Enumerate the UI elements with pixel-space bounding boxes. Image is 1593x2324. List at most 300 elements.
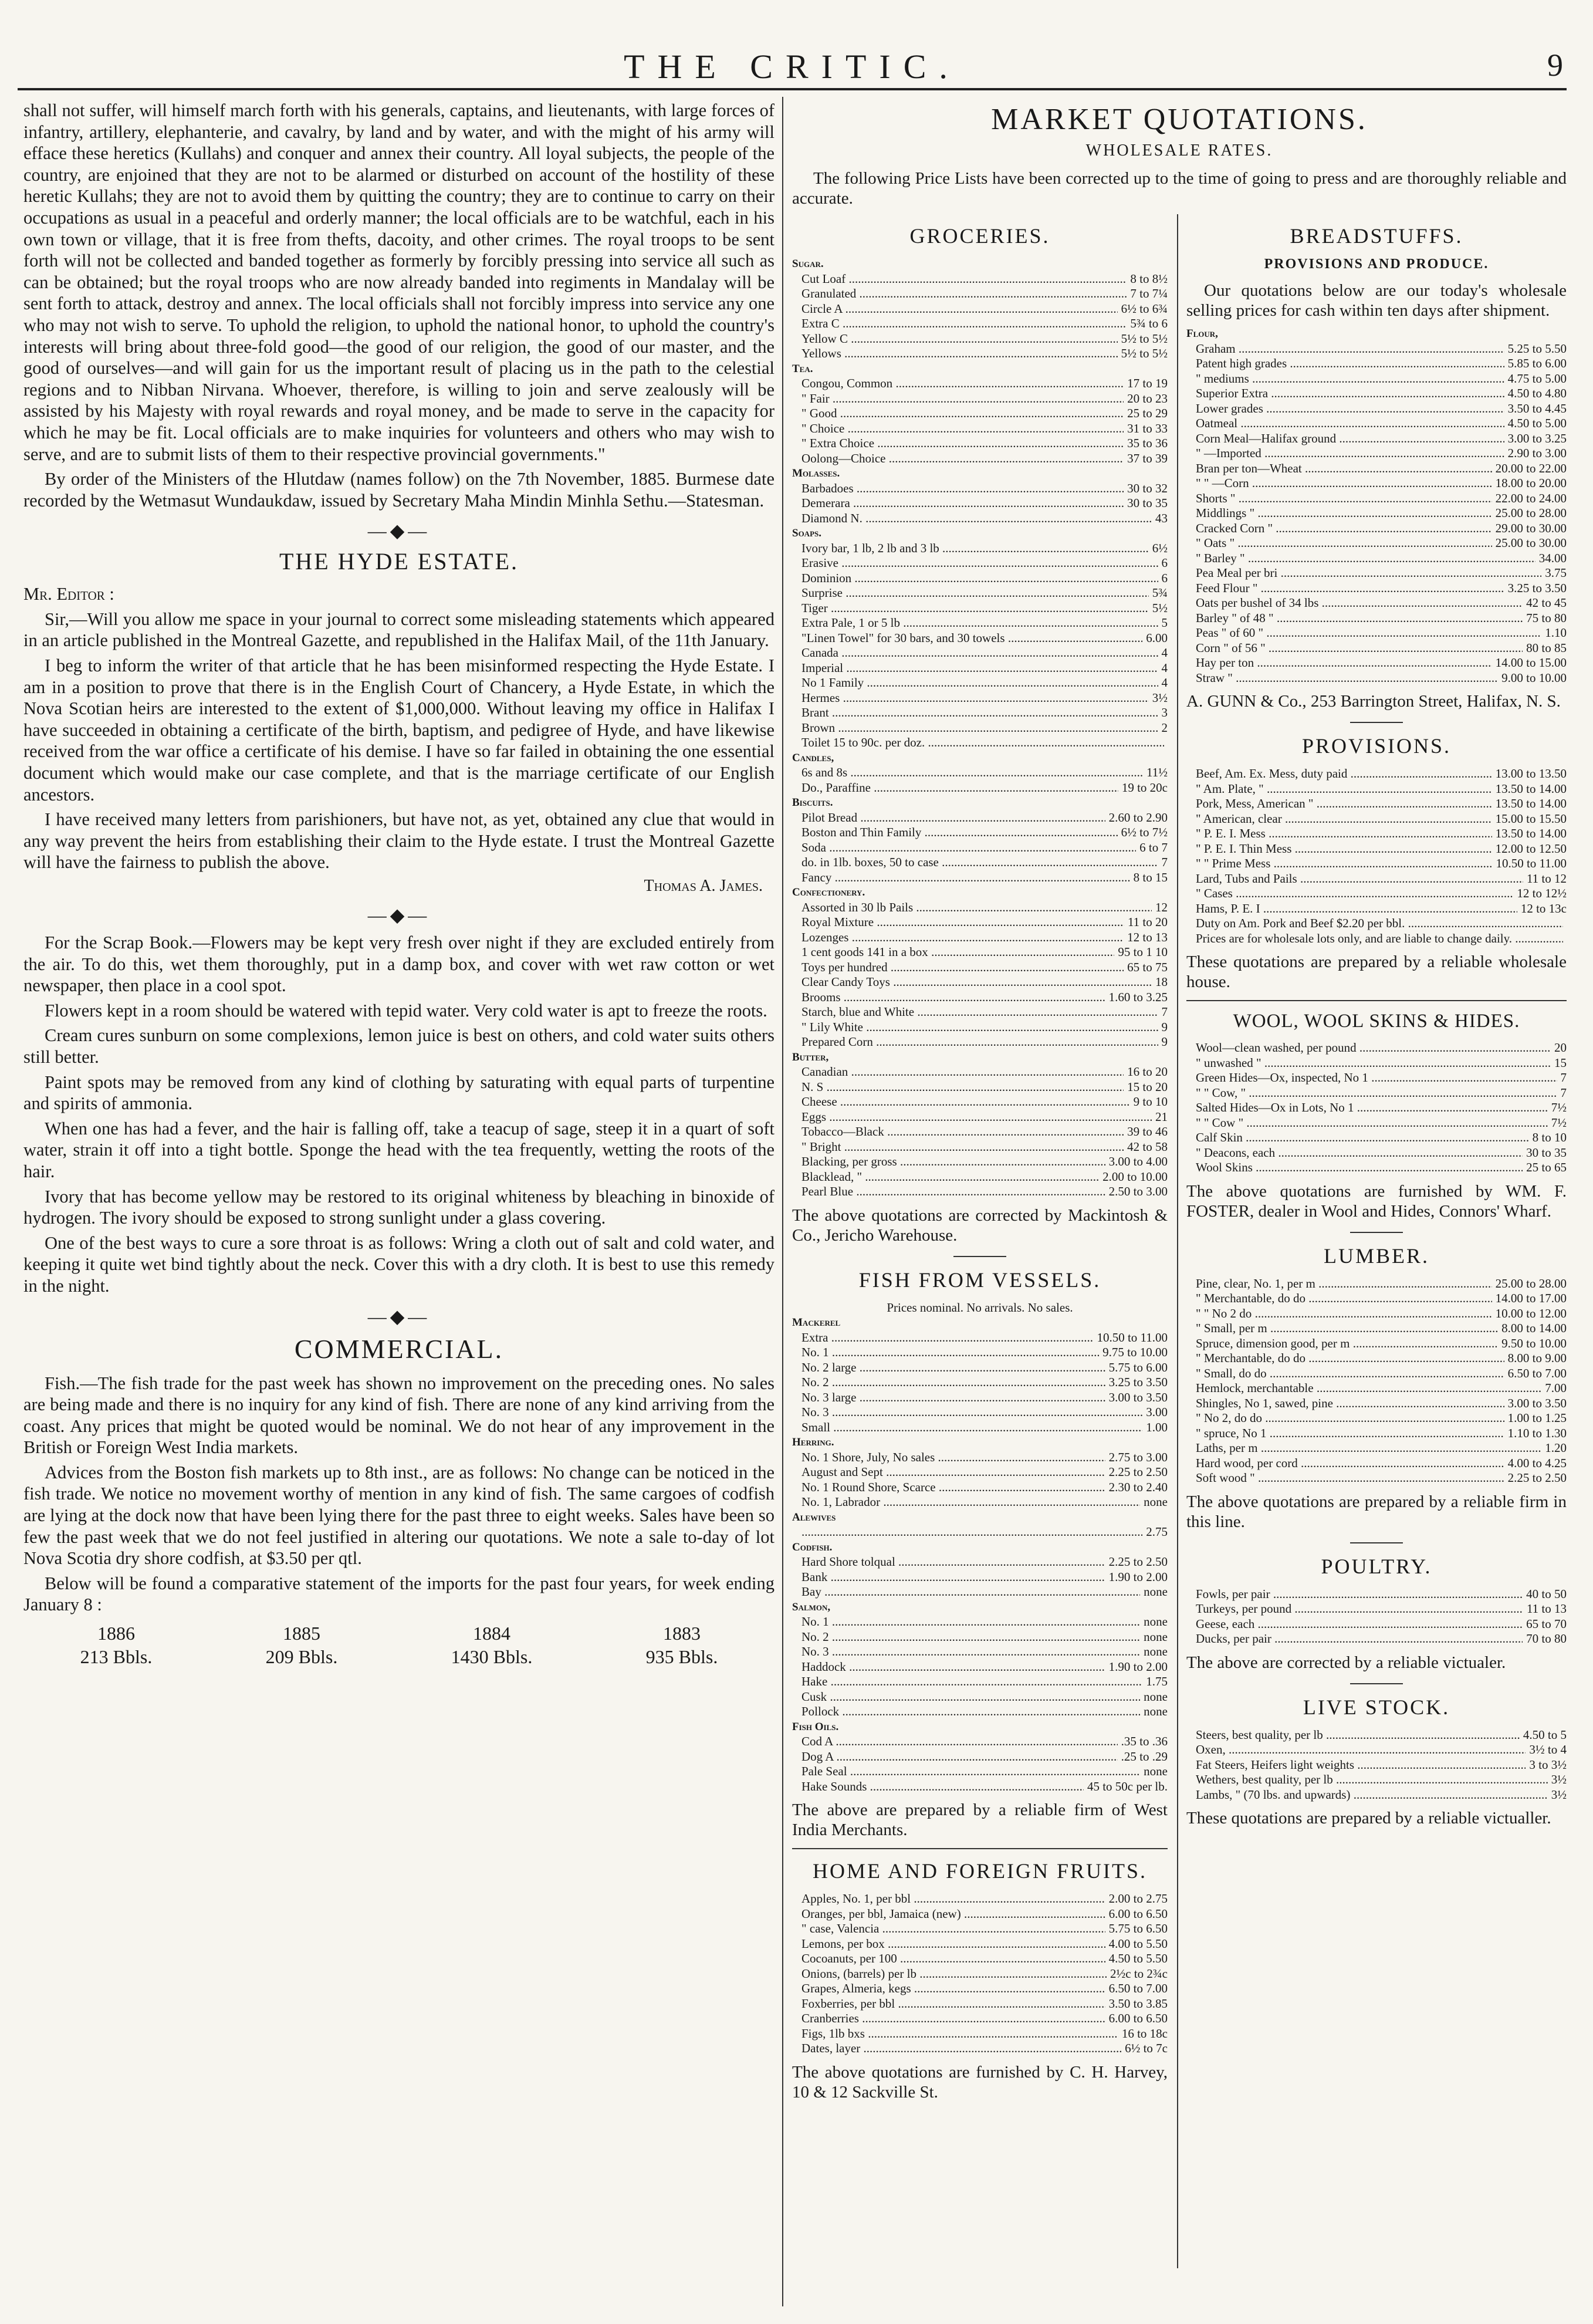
price-row bbox=[792, 1360, 1168, 1376]
commercial-section bbox=[23, 1333, 774, 1669]
price-row bbox=[1186, 461, 1567, 477]
price-row bbox=[792, 1095, 1168, 1110]
item-name: Barbadoes ..... bbox=[801, 481, 1124, 496]
item-name: 1 cent goods 141 in a box ..... bbox=[801, 945, 1114, 960]
item-price: 15 bbox=[1554, 1055, 1567, 1070]
paragraph: Flowers kept in a room should be watered with tepid water. Very cold water is apt to freeze the roots. bbox=[45, 1000, 767, 1021]
article-heading: THE HYDE ESTATE. bbox=[279, 548, 519, 575]
price-row bbox=[1186, 491, 1567, 506]
price-row bbox=[792, 1345, 1168, 1360]
item-price: none bbox=[1144, 1495, 1168, 1509]
item-name: Brant ..... bbox=[801, 705, 1158, 721]
paragraph: Below will be found a comparative statement of the imports for the past four years, for week ending January 8 : bbox=[23, 1573, 774, 1615]
price-row bbox=[1186, 476, 1567, 491]
item-price: 34.00 bbox=[1538, 550, 1567, 565]
price-row bbox=[792, 376, 1168, 391]
item-price: 80 to 85 bbox=[1526, 640, 1567, 655]
price-row bbox=[792, 1749, 1168, 1765]
item-name: Tobacco—Black ..... bbox=[801, 1124, 1124, 1140]
item-name: " " —Corn ..... bbox=[1196, 476, 1492, 491]
section-footer: The above are corrected by a reliable victualer. bbox=[1186, 1653, 1506, 1672]
price-row bbox=[792, 1375, 1168, 1390]
price-row bbox=[792, 1450, 1168, 1465]
imports-cell: 1886 213 Bbls. bbox=[80, 1623, 153, 1668]
burmese-proclamation bbox=[23, 100, 774, 511]
item-price: 20 bbox=[1554, 1041, 1567, 1055]
price-row bbox=[792, 1390, 1168, 1406]
category-label: Salmon, bbox=[792, 1600, 831, 1613]
price-row bbox=[792, 316, 1168, 332]
item-name: Fat Steers, Heifers light weights ..... bbox=[1196, 1758, 1526, 1773]
category-label: Mackerel bbox=[792, 1316, 841, 1329]
price-row bbox=[792, 496, 1168, 511]
item-price: 13.50 to 14.00 bbox=[1495, 826, 1567, 840]
item-price: none bbox=[1144, 1764, 1168, 1778]
item-price: 22.00 to 24.00 bbox=[1495, 491, 1567, 505]
item-name: Cocoanuts, per 100 ..... bbox=[801, 1951, 1105, 1967]
item-name: No. 3 large ..... bbox=[801, 1390, 1105, 1406]
section-footer: The above quotations are furnished by WM. F. FOSTER, dealer in Wool and Hides, Connors' Wharf. bbox=[1186, 1181, 1567, 1221]
price-row bbox=[792, 1465, 1168, 1480]
wool-price-list bbox=[1186, 1041, 1567, 1175]
price-row bbox=[792, 1764, 1168, 1779]
section-footer: These quotations are prepared by a reliable wholesale house. bbox=[1186, 952, 1567, 991]
item-price: 12 bbox=[1155, 900, 1168, 914]
price-row bbox=[792, 421, 1168, 437]
price-row bbox=[1186, 872, 1567, 887]
item-name: do. in 1lb. boxes, 50 to case ..... bbox=[801, 855, 1158, 870]
paragraph: By order of the Ministers of the Hlutdaw (names follow) on the 7th November, 1885. Burmese date recorded by the Wetmasut Wundaukdaw, issued by Secretary Maha Mindin Minhla Sethu.—Statesman. bbox=[23, 469, 774, 511]
market-left-subcolumn bbox=[792, 214, 1168, 2108]
price-row bbox=[1186, 1130, 1567, 1146]
item-name: Calf Skin ..... bbox=[1196, 1130, 1529, 1146]
item-name: " Good ..... bbox=[801, 406, 1124, 421]
item-price: 95 to 1 10 bbox=[1118, 945, 1168, 959]
price-row bbox=[792, 511, 1168, 526]
item-name: Surprise ..... bbox=[801, 586, 1149, 601]
price-row bbox=[1186, 856, 1567, 872]
item-name: Grapes, Almeria, kegs ..... bbox=[801, 1981, 1105, 1997]
price-row bbox=[1186, 656, 1567, 671]
item-name: Soft wood " ..... bbox=[1196, 1471, 1504, 1486]
price-row bbox=[1186, 401, 1567, 417]
item-name: Canadian ..... bbox=[801, 1065, 1124, 1080]
item-price: 16 to 20 bbox=[1127, 1065, 1168, 1079]
item-price: 5½ to 5½ bbox=[1121, 346, 1168, 360]
poultry-price-list bbox=[1186, 1587, 1567, 1647]
paragraph: shall not suffer, will himself march forth with his generals, captains, and lieutenants, with large forces of infantry, artillery, elephanterie, and cavalry, by land and by water, and with the might of his army will efface these heretics (Kullahs) and conquer and annex their country. All loyal subjects, the people of the country, are enjoined that they are not to be alarmed or disturbed on account of the hostility of these heretic Kullahs; they are not to avoid them by quitting the country; they are to continue to carry on their occupations as usual in a peaceful and orderly manner; the local officials are to be watchful, each in his own town or village, that it is free from thefts, dacoity, and other crimes. The royal troops to be sent forth will not be collected and banded together as formerly by forcibly pressing into service all such as can be obtained; but the royal troops who are now already banded into regiments in Mandalay will be sent forth to attack, destroy and annex. The local officials shall not forcibly impress into service any one who may not wish to serve. To uphold the religion, to uphold the national honor, to uphold the country's interests will bring about three-fold good—the good of our religion, the good of our master, and the good of ourselves—and will gain for us the important result of placing us in the path to the celestial regions and to Nibban Nirvana. Whoever, therefore, is willing to join and serve zealously will be assisted by his Majesty with royal rewards and royal money, and be made to serve in the capacity for which he may be fit. Local officials are to make inquiries for volunteers and others who may wish to serve, and are to submit lists of them to their respective provincial governments." bbox=[23, 100, 774, 464]
item-name: " " No 2 do ..... bbox=[1196, 1306, 1492, 1322]
item-name: Granulated ..... bbox=[801, 286, 1127, 302]
price-row bbox=[1186, 886, 1567, 901]
item-name: Dominion ..... bbox=[801, 571, 1158, 586]
item-price: 9.50 to 10.00 bbox=[1501, 1336, 1567, 1350]
paragraph: When one has had a fever, and the hair is falling off, take a teacup of sage, steep it in a quart of soft water, strain it off into a tight bottle. Sponge the head with the tea frequently, wetting the roots of the hair. bbox=[23, 1118, 774, 1181]
item-price: 75 to 80 bbox=[1526, 610, 1567, 625]
item-name: Feed Flour " ..... bbox=[1196, 581, 1504, 596]
price-row bbox=[1186, 611, 1567, 626]
price-row bbox=[1186, 916, 1567, 931]
item-price: 6½ bbox=[1152, 541, 1168, 555]
item-name: No. 1 Round Shore, Scarce ..... bbox=[801, 1480, 1105, 1495]
item-name: Bran per ton—Wheat ..... bbox=[1196, 461, 1492, 477]
item-price: 7 bbox=[1161, 855, 1168, 869]
category-label: Alewives bbox=[792, 1511, 836, 1524]
item-name: Blacklead, " ..... bbox=[801, 1170, 1099, 1185]
item-price: 45 to 50c per lb. bbox=[1087, 1779, 1168, 1793]
livestock-price-list bbox=[1186, 1728, 1567, 1803]
item-price: 3 to 3½ bbox=[1529, 1757, 1567, 1772]
item-name: Spruce, dimension good, per m ..... bbox=[1196, 1336, 1498, 1352]
price-row bbox=[792, 1779, 1168, 1795]
price-row bbox=[792, 1585, 1168, 1600]
price-row bbox=[1186, 1306, 1567, 1322]
item-price: 25.00 to 30.00 bbox=[1495, 536, 1567, 550]
item-name: Royal Mixture ..... bbox=[801, 915, 1124, 930]
item-price: 25.00 to 28.00 bbox=[1495, 1276, 1567, 1291]
item-name: Extra Pale, 1 or 5 lb ..... bbox=[801, 616, 1158, 631]
section-heading: GROCERIES. bbox=[909, 224, 1050, 248]
item-name: No. 2 large ..... bbox=[801, 1360, 1105, 1376]
price-row bbox=[792, 1420, 1168, 1435]
section-heading: WOOL, WOOL SKINS & HIDES. bbox=[1233, 1011, 1520, 1032]
price-row bbox=[792, 870, 1168, 886]
item-name: Prices are for wholesale lots only, and are liable to change daily. ..... bbox=[1196, 931, 1563, 947]
item-name: " mediums ..... bbox=[1196, 371, 1504, 387]
price-row bbox=[792, 1525, 1168, 1540]
price-row bbox=[1186, 1396, 1567, 1411]
item-price: 35 to 36 bbox=[1127, 436, 1168, 450]
price-row bbox=[1186, 901, 1567, 917]
section-heading: BREADSTUFFS. bbox=[1290, 224, 1463, 248]
section-heading: LIVE STOCK. bbox=[1303, 1695, 1450, 1719]
item-name: Toys per hundred ..... bbox=[801, 960, 1124, 975]
item-name: Pearl Blue ..... bbox=[801, 1184, 1105, 1200]
category-label: Codfish. bbox=[792, 1541, 833, 1553]
item-price: 18 bbox=[1155, 975, 1168, 989]
item-name: Oatmeal ..... bbox=[1196, 416, 1504, 431]
category-label: Tea. bbox=[792, 362, 813, 375]
item-name: Superior Extra ..... bbox=[1196, 386, 1504, 401]
item-name: Clear Candy Toys ..... bbox=[801, 975, 1152, 990]
item-price: 9 to 10 bbox=[1133, 1095, 1168, 1109]
paragraph: Advices from the Boston fish markets up to 8th inst., are as follows: No change can be noticed in the fish trade. We notice no movement worthy of mention in any kind of fish. The same cargoes of codfish are lying at the dock now that have been lying there for the past three to eight weeks. Sales have been so few the past week that we do not feel justified in altering our quotations. We note a sale to-day of lot Nova Scotia dry shore codfish, at $3.50 per qtl. bbox=[23, 1462, 774, 1569]
item-price: 12 to 13 bbox=[1127, 930, 1168, 944]
price-row bbox=[792, 661, 1168, 676]
item-price: 4.75 to 5.00 bbox=[1507, 371, 1567, 386]
price-row bbox=[792, 586, 1168, 601]
item-name: " " Cow, " ..... bbox=[1196, 1086, 1557, 1101]
price-row bbox=[792, 2011, 1168, 2026]
price-row bbox=[792, 1330, 1168, 1346]
item-name: Cranberries ..... bbox=[801, 2011, 1105, 2026]
item-price: 3½ bbox=[1551, 1787, 1567, 1802]
item-price bbox=[1164, 735, 1168, 751]
price-row bbox=[792, 1921, 1168, 1937]
item-name: Extra C ..... bbox=[801, 316, 1127, 332]
item-name: Lemons, per box ..... bbox=[801, 1937, 1105, 1952]
item-price: 42 to 58 bbox=[1127, 1139, 1168, 1154]
item-price: 4.50 to 5.00 bbox=[1507, 416, 1567, 430]
price-row bbox=[1186, 1116, 1567, 1131]
item-name: Turkeys, per pound ..... bbox=[1196, 1602, 1523, 1617]
item-price: 65 to 75 bbox=[1127, 960, 1168, 974]
price-row bbox=[1186, 1276, 1567, 1292]
item-price: 11 to 20 bbox=[1127, 915, 1168, 929]
item-name: " Deacons, each ..... bbox=[1196, 1146, 1523, 1161]
item-price: 7 bbox=[1161, 1005, 1168, 1019]
price-row bbox=[792, 1184, 1168, 1200]
price-row bbox=[792, 691, 1168, 706]
item-price: 4 bbox=[1161, 646, 1168, 660]
item-price: 5.75 to 6.00 bbox=[1108, 1360, 1168, 1374]
item-price: .35 to .36 bbox=[1121, 1734, 1168, 1748]
groceries-price-list bbox=[792, 256, 1168, 1200]
item-name: Starch, blue and White ..... bbox=[801, 1005, 1158, 1020]
item-name: Wethers, best quality, per lb ..... bbox=[1196, 1772, 1548, 1788]
price-row bbox=[1186, 371, 1567, 387]
price-row bbox=[792, 1674, 1168, 1690]
item-price: none bbox=[1144, 1644, 1168, 1658]
price-row bbox=[792, 1951, 1168, 1967]
price-row bbox=[1186, 1441, 1567, 1456]
item-price: 3.50 to 4.45 bbox=[1507, 401, 1567, 416]
item-price: 11 to 12 bbox=[1526, 871, 1567, 886]
item-price: 1.10 bbox=[1545, 626, 1567, 640]
item-price: 7 bbox=[1560, 1070, 1567, 1085]
item-price: 3.00 bbox=[1146, 1405, 1168, 1419]
category-label: Candles, bbox=[792, 751, 834, 764]
item-name: Cracked Corn " ..... bbox=[1196, 521, 1492, 536]
item-price: none bbox=[1144, 1704, 1168, 1718]
price-row bbox=[1186, 812, 1567, 827]
item-name: " Am. Plate, " ..... bbox=[1196, 782, 1492, 797]
item-name: Green Hides—Ox, inspected, No 1 ..... bbox=[1196, 1070, 1557, 1086]
market-intro: The following Price Lists have been corrected up to the time of going to press and are thoroughly reliable and accurate. bbox=[792, 169, 1567, 208]
price-row bbox=[792, 1614, 1168, 1630]
item-name: No. 2 ..... bbox=[801, 1630, 1140, 1645]
item-price: 5½ to 5½ bbox=[1121, 331, 1168, 346]
price-row bbox=[792, 1035, 1168, 1050]
price-row bbox=[1186, 1426, 1567, 1441]
item-price: 4 bbox=[1161, 675, 1168, 690]
item-price: 3.25 to 3.50 bbox=[1108, 1375, 1168, 1389]
item-name: Tiger ..... bbox=[801, 601, 1149, 616]
item-name: Soda ..... bbox=[801, 840, 1136, 856]
paragraph: Cream cures sunburn on some complexions, lemon juice is best on others, and cold water suits others still better. bbox=[23, 1025, 774, 1067]
item-price: 2.90 to 3.00 bbox=[1507, 446, 1567, 460]
fish-price-list bbox=[792, 1315, 1168, 1794]
item-price: 5¾ to 6 bbox=[1130, 316, 1168, 330]
item-price: 12.00 to 12.50 bbox=[1495, 841, 1567, 856]
masthead-title: THE CRITIC. bbox=[624, 48, 960, 86]
item-name: Yellow C ..... bbox=[801, 332, 1118, 347]
lumber-price-list bbox=[1186, 1276, 1567, 1486]
price-row bbox=[1186, 596, 1567, 611]
price-row bbox=[792, 332, 1168, 347]
item-name: Demerara ..... bbox=[801, 496, 1124, 511]
item-price: 13.00 to 13.50 bbox=[1495, 766, 1567, 781]
item-price: 6 bbox=[1161, 556, 1168, 570]
item-name: Middlings " ..... bbox=[1196, 506, 1492, 521]
item-name: Corn " of 56 " ..... bbox=[1196, 641, 1523, 656]
item-price: 30 to 35 bbox=[1526, 1145, 1567, 1160]
item-name: Wool Skins ..... bbox=[1196, 1160, 1523, 1175]
page-number: 9 bbox=[1547, 48, 1563, 83]
item-name: " Small, per m ..... bbox=[1196, 1321, 1498, 1336]
item-price: 2.25 to 2.50 bbox=[1108, 1465, 1168, 1479]
market-subheading: WHOLESALE RATES. bbox=[1085, 141, 1273, 160]
price-row bbox=[1186, 386, 1567, 401]
item-name: Oranges, per bbl, Jamaica (new) ..... bbox=[801, 1907, 1105, 1922]
price-row bbox=[792, 1154, 1168, 1170]
item-price: 37 to 39 bbox=[1127, 451, 1168, 465]
item-name: Wool—clean washed, per pound ..... bbox=[1196, 1041, 1551, 1056]
paragraph: For the Scrap Book.—Flowers may be kept very fresh over night if they are excluded entirely from the air. To do this, wet them thoroughly, put in a damp box, and cover with wet raw cotton or wet newspaper, then place in a cool spot. bbox=[23, 933, 774, 996]
breadstuffs-price-list bbox=[1186, 326, 1567, 685]
item-name: " Merchantable, do do ..... bbox=[1196, 1291, 1492, 1306]
item-price: 7½ bbox=[1551, 1100, 1567, 1114]
price-row bbox=[1186, 342, 1567, 357]
item-price: 31 to 33 bbox=[1127, 421, 1168, 435]
item-name: Onions, (barrels) per lb ..... bbox=[801, 1967, 1107, 1982]
category-label: Molasses. bbox=[792, 467, 840, 479]
section-subheading: PROVISIONS AND PRODUCE. bbox=[1264, 256, 1489, 272]
item-price: 42 to 45 bbox=[1526, 596, 1567, 610]
item-name: No. 3 ..... bbox=[801, 1644, 1140, 1660]
item-name: Barley " of 48 " ..... bbox=[1196, 611, 1523, 626]
item-name: Shorts " ..... bbox=[1196, 491, 1492, 506]
item-name: Oolong—Choice ..... bbox=[801, 451, 1124, 467]
masthead bbox=[18, 35, 1567, 90]
price-row bbox=[792, 391, 1168, 407]
item-price: 17 to 19 bbox=[1127, 376, 1168, 390]
item-name: Hermes ..... bbox=[801, 691, 1149, 706]
item-name: " Oats " ..... bbox=[1196, 536, 1492, 551]
item-price: 5.75 to 6.50 bbox=[1108, 1921, 1168, 1935]
paragraph: Sir,—Will you allow me space in your journal to correct some misleading statements which appeared in an article published in the Montreal Gazette, and republished in the Halifax Mail, of the 11th January. bbox=[23, 609, 774, 651]
price-row bbox=[792, 2041, 1168, 2056]
price-row bbox=[792, 436, 1168, 451]
signature: Thomas A. James. bbox=[644, 877, 763, 895]
price-row bbox=[792, 930, 1168, 945]
item-price: 3.00 to 3.50 bbox=[1108, 1390, 1168, 1404]
category-label: Herring. bbox=[792, 1436, 834, 1448]
price-row bbox=[792, 302, 1168, 317]
item-name: Hard Shore tolqual ..... bbox=[801, 1555, 1105, 1570]
price-row bbox=[1186, 1041, 1567, 1056]
item-name: Lower grades ..... bbox=[1196, 401, 1504, 417]
price-row bbox=[792, 601, 1168, 616]
item-price: 9.75 to 10.00 bbox=[1102, 1345, 1168, 1359]
price-row bbox=[1186, 842, 1567, 857]
item-name: Haddock ..... bbox=[801, 1660, 1105, 1675]
item-name: Hard wood, per cord ..... bbox=[1196, 1456, 1504, 1471]
item-price: 11 to 13 bbox=[1526, 1602, 1567, 1616]
price-row bbox=[792, 915, 1168, 930]
item-name: Cusk ..... bbox=[801, 1690, 1140, 1705]
item-name: Assorted in 30 lb Pails ..... bbox=[801, 900, 1152, 916]
item-name: No 1 Family ..... bbox=[801, 675, 1158, 691]
item-price: 9.00 to 10.00 bbox=[1501, 670, 1567, 685]
item-price: 8 to 10 bbox=[1532, 1130, 1567, 1144]
price-row bbox=[1186, 1351, 1567, 1366]
item-price: 15.00 to 15.50 bbox=[1495, 811, 1567, 826]
item-name: Bank ..... bbox=[801, 1570, 1105, 1585]
item-price: none bbox=[1144, 1689, 1168, 1704]
item-price: 1.00 bbox=[1146, 1420, 1168, 1434]
item-price: 40 to 50 bbox=[1526, 1586, 1567, 1601]
item-name: Straw " ..... bbox=[1196, 671, 1498, 686]
item-price: 13.50 to 14.00 bbox=[1495, 781, 1567, 796]
price-row bbox=[792, 945, 1168, 960]
price-row bbox=[792, 481, 1168, 496]
item-price: 25 to 29 bbox=[1127, 406, 1168, 420]
item-name: Dog A ..... bbox=[801, 1749, 1118, 1765]
item-name: Peas " of 60 " ..... bbox=[1196, 626, 1541, 641]
paragraph: Paint spots may be removed from any kind of clothing by saturating with equal parts of turpentine and spirits of ammonia. bbox=[23, 1072, 774, 1114]
item-name: Duty on Am. Pork and Beef $2.20 per bbl. ..... bbox=[1196, 916, 1563, 931]
item-name: " Small, do do ..... bbox=[1196, 1366, 1504, 1381]
price-row bbox=[1186, 446, 1567, 461]
item-name: Cod A ..... bbox=[801, 1734, 1118, 1749]
item-name: Shingles, No 1, sawed, pine ..... bbox=[1196, 1396, 1504, 1411]
item-price: 6 bbox=[1161, 570, 1168, 585]
item-price bbox=[1563, 916, 1567, 931]
section-heading: POULTRY. bbox=[1321, 1554, 1432, 1578]
item-name: Canada ..... bbox=[801, 646, 1158, 661]
item-name: " P. E. I. Mess ..... bbox=[1196, 826, 1492, 842]
section-heading: HOME AND FOREIGN FRUITS. bbox=[812, 1859, 1148, 1883]
price-row bbox=[1186, 1086, 1567, 1101]
item-price: 18.00 to 20.00 bbox=[1495, 476, 1567, 490]
item-price: 3.25 to 3.50 bbox=[1507, 580, 1567, 595]
divider bbox=[1350, 1232, 1403, 1233]
item-price: 19 to 20c bbox=[1121, 780, 1168, 795]
item-price: 6.50 to 7.00 bbox=[1108, 1981, 1168, 1995]
item-price: 5¾ bbox=[1152, 586, 1168, 600]
item-name: " Lily White ..... bbox=[801, 1020, 1158, 1035]
item-name: Laths, per m ..... bbox=[1196, 1441, 1541, 1456]
price-row bbox=[792, 1690, 1168, 1705]
item-name: Diamond N. ..... bbox=[801, 511, 1152, 526]
item-name: Hams, P. E. I ..... bbox=[1196, 901, 1517, 917]
price-row bbox=[1186, 1366, 1567, 1381]
price-row bbox=[792, 1704, 1168, 1720]
item-price: 16 to 18c bbox=[1121, 2026, 1168, 2041]
price-row bbox=[792, 1495, 1168, 1510]
item-name: Hake ..... bbox=[801, 1674, 1142, 1690]
item-name: Oats per bushel of 34 lbs ..... bbox=[1196, 596, 1523, 611]
subcolumn-rule bbox=[1177, 214, 1178, 2268]
item-price: 6½ to 7c bbox=[1125, 2041, 1168, 2055]
item-price: 70 to 80 bbox=[1526, 1631, 1567, 1646]
item-price: none bbox=[1144, 1614, 1168, 1629]
price-row bbox=[1186, 626, 1567, 641]
item-name: " " Cow " ..... bbox=[1196, 1116, 1548, 1131]
item-name: " spruce, No 1 ..... bbox=[1196, 1426, 1504, 1441]
price-row bbox=[792, 451, 1168, 467]
item-name: Pine, clear, No. 1, per m ..... bbox=[1196, 1276, 1492, 1292]
price-row bbox=[792, 2026, 1168, 2042]
item-name: Pea Meal per bri ..... bbox=[1196, 566, 1541, 581]
item-price: 3½ bbox=[1152, 690, 1168, 705]
ornament-divider: —◆— bbox=[367, 520, 431, 542]
item-name: Dates, layer ..... bbox=[801, 2041, 1121, 2056]
market-right-subcolumn bbox=[1186, 214, 1567, 1834]
item-name: Lozenges ..... bbox=[801, 930, 1124, 945]
section-footer: The above are prepared by a reliable firm of West India Merchants. bbox=[792, 1801, 1168, 1839]
